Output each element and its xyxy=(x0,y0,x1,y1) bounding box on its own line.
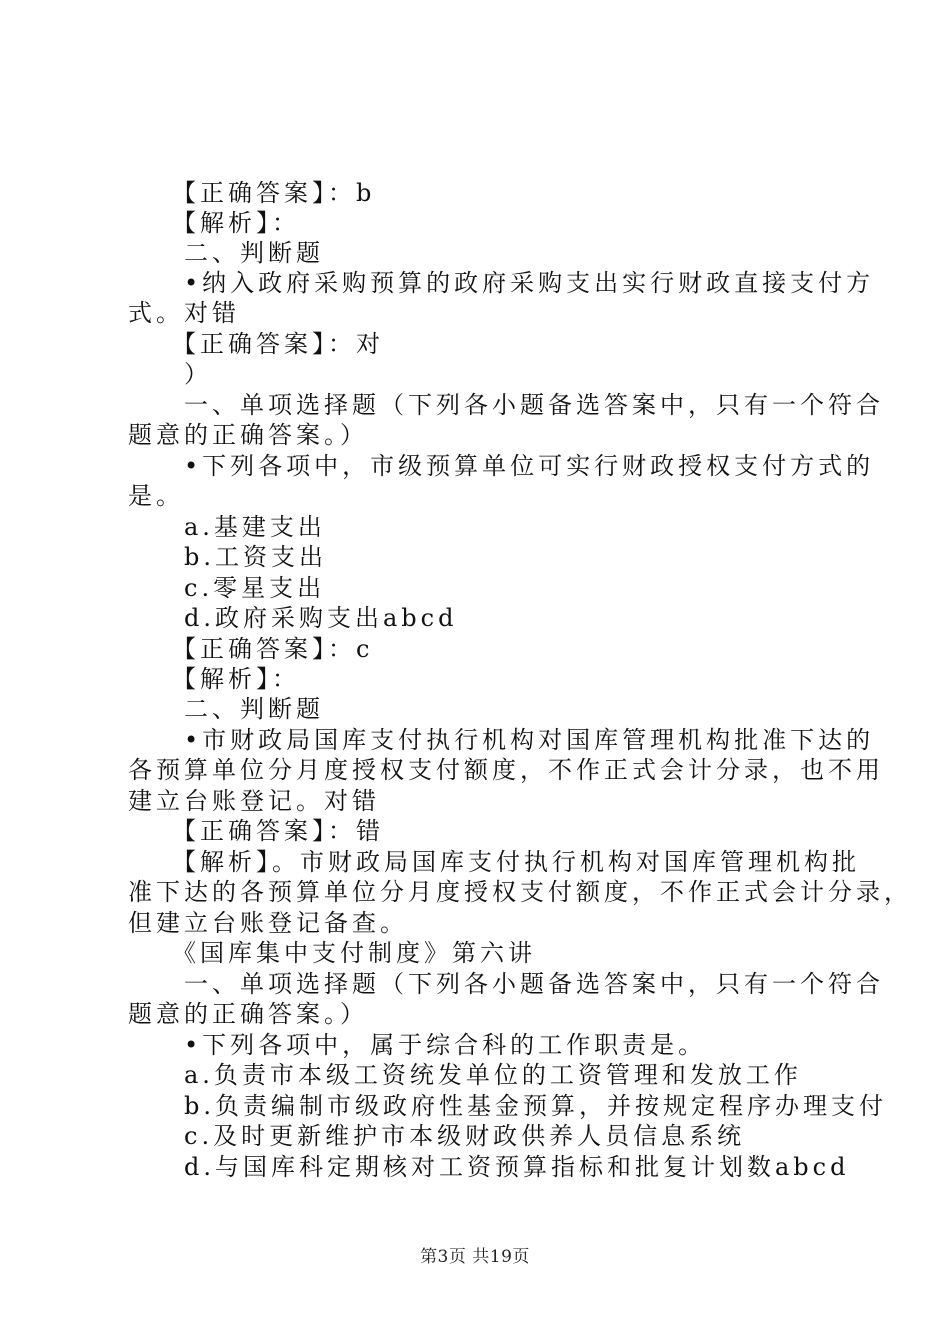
text-line: 但建立台账登记备查。 xyxy=(128,909,408,937)
text-line: 【正确答案】：错 xyxy=(128,817,384,845)
text-line: b.负责编制市级政府性基金预算，并按规定程序办理支付 xyxy=(128,1092,887,1120)
text-line: 二、判断题 xyxy=(128,695,324,723)
text-line: 二、判断题 xyxy=(128,239,324,267)
text-line: •下列各项中，市级预算单位可实行财政授权支付方式的 xyxy=(128,452,875,480)
text-line: d.与国库科定期核对工资预算指标和批复计划数abcd xyxy=(128,1153,850,1181)
text-line: 是。 xyxy=(128,482,184,510)
text-line: c.及时更新维护市本级财政供养人员信息系统 xyxy=(128,1122,746,1150)
text-line: 【解析】。市财政局国库支付执行机构对国库管理机构批 xyxy=(128,848,860,876)
text-line: 题意的正确答案。） xyxy=(128,1000,368,1028)
text-line: 一、单项选择题（下列各小题备选答案中，只有一个符合 xyxy=(128,391,884,419)
text-line: 【正确答案】：b xyxy=(128,179,376,207)
text-line: 【解析】： xyxy=(128,209,300,237)
page-footer: 第3页 共19页 xyxy=(420,1247,530,1267)
text-line: 建立台账登记。对错 xyxy=(128,787,380,815)
text-line: 【正确答案】：对 xyxy=(128,330,384,358)
text-line: 【解析】： xyxy=(128,665,300,693)
text-line: b.工资支出 xyxy=(128,543,327,571)
text-line: •纳入政府采购预算的政府采购支出实行财政直接支付方 xyxy=(128,269,875,297)
text-line: 一、单项选择题（下列各小题备选答案中，只有一个符合 xyxy=(128,970,884,998)
text-line: 式。对错 xyxy=(128,299,240,327)
text-line: ） xyxy=(128,360,212,388)
text-line: a.基建支出 xyxy=(128,513,326,541)
text-line: 准下达的各预算单位分月度授权支付额度，不作正式会计分录， xyxy=(128,878,912,906)
text-line: •市财政局国库支付执行机构对国库管理机构批准下达的 xyxy=(128,726,875,754)
text-line: 《国库集中支付制度》第六讲 xyxy=(128,939,536,967)
text-line: c.零星支出 xyxy=(128,574,326,602)
text-line: •下列各项中，属于综合科的工作职责是。 xyxy=(128,1031,707,1059)
text-line: 【正确答案】：c xyxy=(128,635,374,663)
text-line: 题意的正确答案。） xyxy=(128,421,368,449)
text-line: a.负责市本级工资统发单位的工资管理和发放工作 xyxy=(128,1061,802,1089)
text-line: d.政府采购支出abcd xyxy=(128,604,458,632)
text-line: 各预算单位分月度授权支付额度，不作正式会计分录，也不用 xyxy=(128,756,884,784)
